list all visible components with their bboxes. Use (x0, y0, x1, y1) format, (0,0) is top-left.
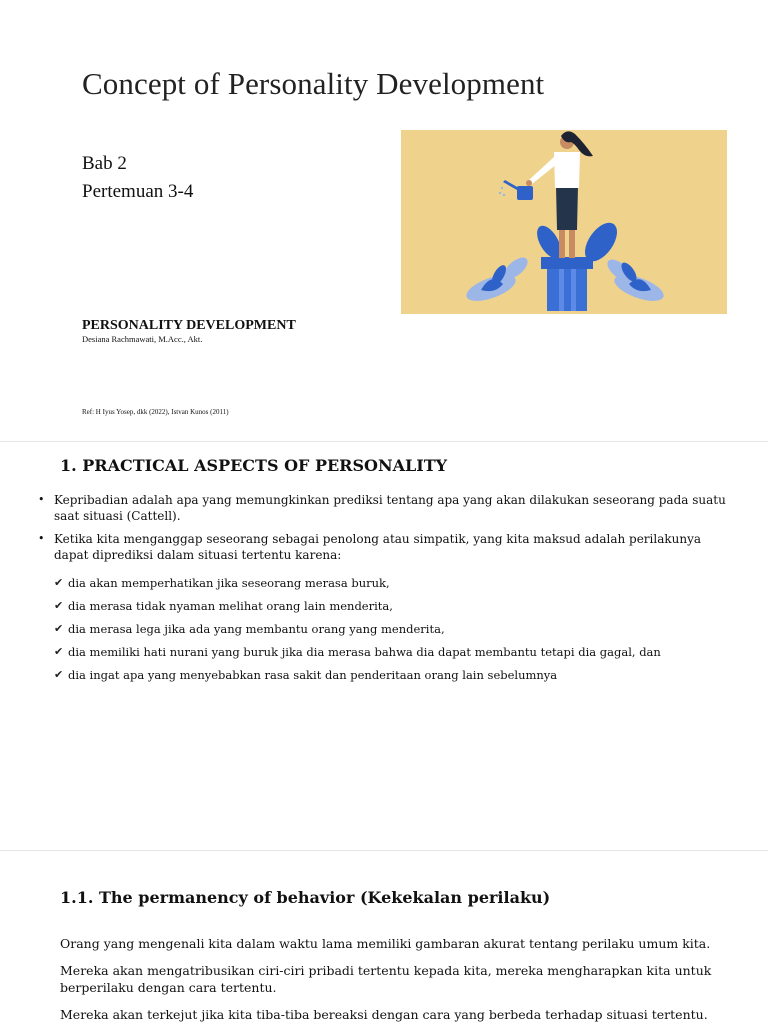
checkmark-icon: ✔ (54, 645, 64, 658)
checklist-item (54, 663, 661, 686)
checklist-text: dia merasa tidak nyaman melihat orang lain menderita, (68, 598, 393, 613)
slide-divider (0, 441, 768, 442)
checklist-item (54, 594, 661, 617)
reference-note: Ref: H Iyus Yosep, dkk (2022), Istvan Kunos (2011) (82, 408, 229, 416)
section-heading-permanency: 1.1. The permanency of behavior (Kekekalan perilaku) (60, 888, 551, 907)
paragraph: Mereka akan terkejut jika kita tiba-tiba bereaksi dengan cara yang berbeda terhadap situasi tertentu. (60, 1007, 708, 1022)
paragraph: Mereka akan mengatribusikan ciri-ciri pribadi tertentu kepada kita, mereka mengharapkan kita untuk berperilaku dengan cara tertentu. (60, 963, 712, 995)
checklist-text: dia merasa lega jika ada yang membantu orang yang menderita, (68, 621, 445, 636)
bullet-list (38, 492, 728, 570)
list-item: • Ketika kita menganggap seseorang sebagai penolong atau simpatik, yang kita maksud adalah perilakunya dapat diprediksi dalam situasi tertentu karena: (38, 531, 728, 563)
checklist-item (54, 640, 661, 663)
checklist (54, 571, 661, 686)
checklist-item (54, 617, 661, 640)
checklist-text: dia memiliki hati nurani yang buruk jika dia merasa bahwa dia dapat membantu tetapi dia gagal, dan (68, 644, 661, 659)
checklist-text: dia akan memperhatikan jika seseorang merasa buruk, (68, 575, 390, 590)
checkmark-icon: ✔ (54, 599, 64, 612)
checkmark-icon: ✔ (54, 622, 64, 635)
checklist-item (54, 571, 661, 594)
section-title: PERSONALITY DEVELOPMENT (82, 318, 296, 333)
chapter-label: Bab 2 (82, 153, 127, 174)
list-item: • Kepribadian adalah apa yang memungkinkan prediksi tentang apa yang akan dilakukan seseorang pada suatu saat situasi (Cattell). (38, 492, 728, 524)
paragraph: Orang yang mengenali kita dalam waktu lama memiliki gambaran akurat tentang perilaku umum kita. (60, 936, 711, 951)
slide-divider (0, 850, 768, 851)
woman-watering-plant-illustration (401, 130, 727, 314)
slide-title: Concept of Personality Development (82, 66, 545, 101)
checklist-text: dia ingat apa yang menyebabkan rasa sakit dan penderitaan orang lain sebelumnya (68, 667, 558, 682)
checkmark-icon: ✔ (54, 576, 64, 589)
meeting-label: Pertemuan 3-4 (82, 181, 194, 202)
slide-title-page (0, 0, 768, 438)
author-name: Desiana Rachmawati, M.Acc., Akt. (82, 334, 203, 344)
section-heading-practical-aspects: 1. PRACTICAL ASPECTS OF PERSONALITY (60, 456, 448, 475)
checkmark-icon: ✔ (54, 668, 64, 681)
